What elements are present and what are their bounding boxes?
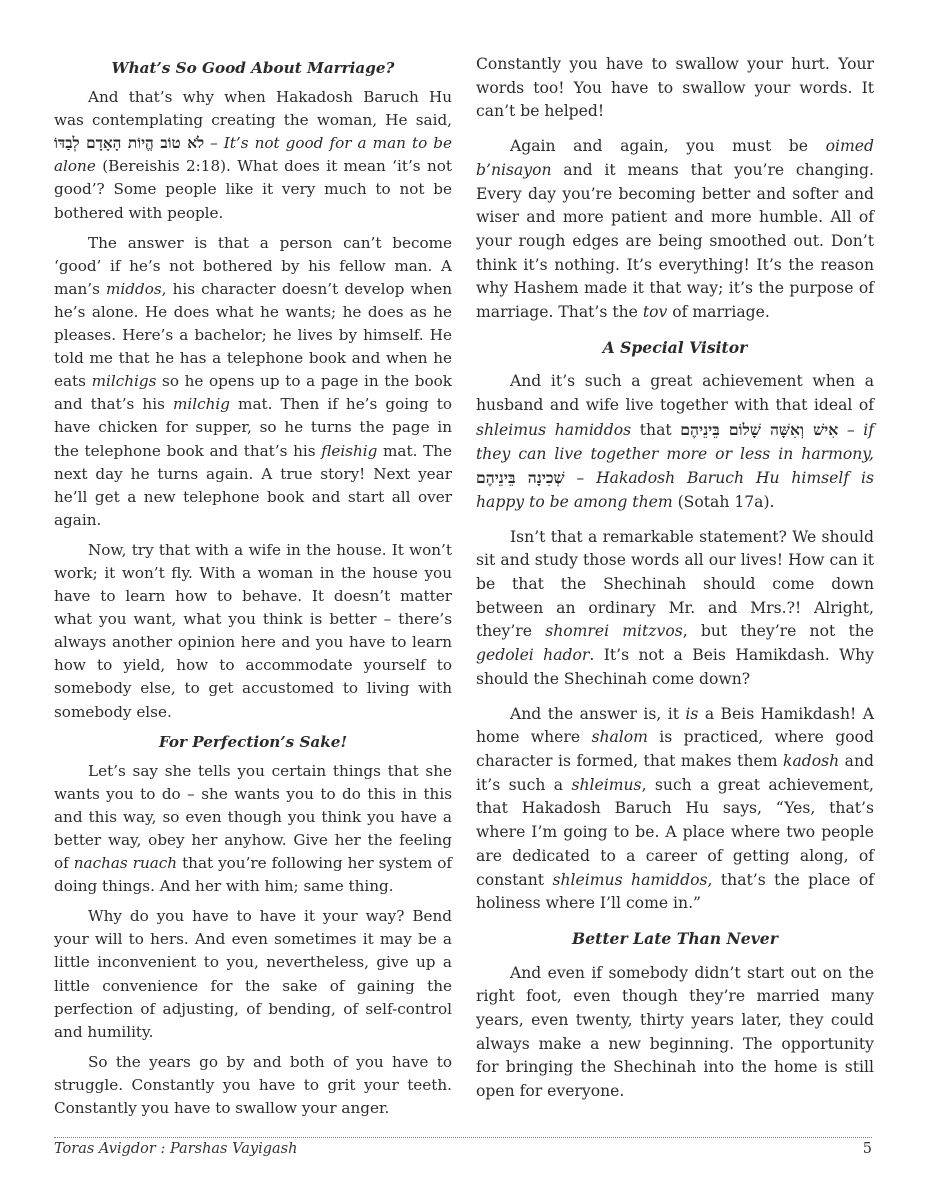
text-run: so he opens up to a page in the book and that’s his: [54, 372, 452, 414]
text-run: mat. The next day he turns again. A true story! Next year he’ll get a new telephone book and start all over again.: [54, 441, 452, 529]
italic-term: is: [685, 704, 699, 723]
text-run: The answer is that a person can’t become ‘good’ if he’s not bothered by his fellow man. A man’s: [54, 233, 452, 298]
text-run: that: [631, 420, 681, 439]
page-number: 5: [862, 1141, 872, 1157]
text-run: Let’s say she tells you certain things that she wants you to do – she wants you to do this in this and this way, so even though you think you have a better way, obey her anyhow. Give her the feeling of: [54, 761, 452, 873]
paragraph: [54, 86, 452, 225]
paragraph: [476, 526, 874, 692]
italic-term: shalom: [591, 728, 648, 747]
text-run: And the answer is, it: [510, 704, 686, 723]
italic-term: oimed b’nisayon: [476, 137, 874, 179]
italic-translation: Hakadosh Baruch Hu himself is happy to be among them: [476, 469, 874, 511]
italic-term: fleishig: [321, 441, 378, 460]
paragraph: Now, try that with a wife in the house. It won’t work; it won’t fly. With a woman in the house you have to learn how to behave. It doesn’t matter what you want, what you think is better – there’s always another opinion here and you have to learn how to yield, how to accommodate yourself to somebody else, to get accustomed to living with somebody else.: [54, 540, 452, 721]
text-run: mat. Then if he’s going to have chicken for supper, so he turns the page in the telephone book and that’s his: [54, 395, 452, 460]
text-run: a Beis Hamikdash! A home where: [476, 704, 874, 747]
paragraph: So the years go by and both of you have to struggle. Constantly you have to grit your teeth. Constantly you have to swallow your anger.: [54, 1052, 452, 1118]
paragraph: [54, 760, 452, 899]
italic-term: tov: [642, 303, 668, 322]
hebrew-quote: לֹא טוֹב הֱיוֹת הָאָדָם לְבַדּוֹ: [54, 134, 205, 153]
text-run: that you’re following her system of doing things. And her with him; same thing.: [54, 854, 453, 896]
text-run: , his character doesn’t develop when he’s alone. He does what he wants; he does as he pleases. Here’s a bachelor; he lives by himself. He told me that he has a telephone book and when he eats: [54, 279, 453, 391]
italic-term: shleimus hamiddos: [552, 870, 708, 889]
text-run: , that’s the place of holiness where I’ll come in.”: [476, 870, 874, 913]
text-run: And that’s why when Hakadosh Baruch Hu was contemplating creating the woman, He said,: [54, 88, 452, 130]
italic-term: shleimus: [571, 775, 642, 794]
paragraph: And even if somebody didn’t start out on the right foot, even though they’re married many years, even twenty, thirty years later, they could always make a new beginning. The opportunity for bringing the Shechinah into the home is still open for everyone.: [476, 963, 874, 1101]
text-run: –: [564, 469, 597, 488]
text-run: (Sotah 17a).: [672, 492, 775, 511]
paragraph: [476, 703, 874, 916]
hebrew-quote: שְׁכִינָה בֵּינֵיהֶם: [476, 468, 565, 488]
text-run: –: [838, 420, 864, 439]
right-column: [476, 53, 874, 1115]
paragraph: [54, 232, 452, 532]
paragraph-continued: Constantly you have to swallow your hurt. Your words too! You have to swallow your words. It can’t be helped!: [476, 55, 874, 121]
text-run: , such a great achievement, that Hakadosh Baruch Hu says, “Yes, that’s where I’m going to be. A place where two people are dedicated to a career of getting along, of constant: [476, 775, 874, 889]
text-run: , but they’re not the: [682, 622, 874, 641]
italic-term: milchig: [172, 395, 230, 414]
text-run: and it means that you’re changing. Every day you’re becoming better and softer and wiser and more patient and more humble. All of your rough edges are being smoothed out. Don’t think it’s nothing. It’s everything! It’s the reason why Hashem made it that way; it’s the purpose of marriage. That’s the: [476, 160, 874, 322]
section-heading: What’s So Good About Marriage?: [111, 59, 395, 77]
text-run: And it’s such a great achievement when a husband and wife live together with that ideal of: [476, 372, 874, 415]
text-run: . It’s not a Beis Hamikdash. Why should the Shechinah come down?: [476, 646, 874, 688]
paragraph: Why do you have to have it your way? Bend your will to hers. And even sometimes it may be a little inconvenient to you, nevertheless, give up a little convenience for the sake of gaining the perfection of adjusting, of bending, of self-control and humility.: [54, 907, 452, 1041]
text-run: –: [204, 134, 224, 153]
hebrew-quote: אִישׁ וְאִשָּׁה שָׁלוֹם בֵּינֵיהֶם: [680, 419, 839, 439]
text-run: and it’s such a: [476, 751, 874, 794]
italic-term: milchigs: [91, 372, 157, 391]
paragraph: [476, 135, 874, 325]
paragraph: [476, 370, 874, 514]
italic-translation: if they can live together more or less in harmony,: [476, 420, 875, 463]
footer-title: Toras Avigdor : Parshas Vayigash: [54, 1141, 298, 1157]
italic-translation: It’s not good for a man to be alone: [54, 134, 452, 176]
text-run: is practiced, where good character is formed, that makes them: [476, 728, 874, 770]
left-column: [54, 53, 452, 1127]
italic-term: shomrei mitzvos: [545, 622, 683, 641]
text-run: Isn’t that a remarkable statement? We should sit and study those words all our lives! How can it be that the Shechinah should come down between an ordinary Mr. and Mrs.?! Alright, they’re: [476, 527, 874, 641]
text-run: (Bereishis 2:18). What does it mean ‘it’s not good’? Some people like it very much to not be bothered with people.: [54, 157, 452, 222]
section-heading: For Perfection’s Sake!: [158, 732, 348, 751]
footer-divider: [54, 1137, 872, 1138]
text-run: Again and again, you must be: [510, 137, 826, 156]
section-heading: Better Late Than Never: [572, 928, 778, 948]
italic-term: gedolei hador: [476, 646, 590, 665]
italic-term: nachas ruach: [73, 854, 178, 873]
italic-term: middos: [106, 279, 162, 298]
section-heading: A Special Visitor: [602, 337, 748, 357]
italic-term: shleimus hamiddos: [476, 420, 632, 439]
italic-term: kadosh: [783, 751, 840, 770]
text-run: of marriage.: [667, 303, 770, 322]
